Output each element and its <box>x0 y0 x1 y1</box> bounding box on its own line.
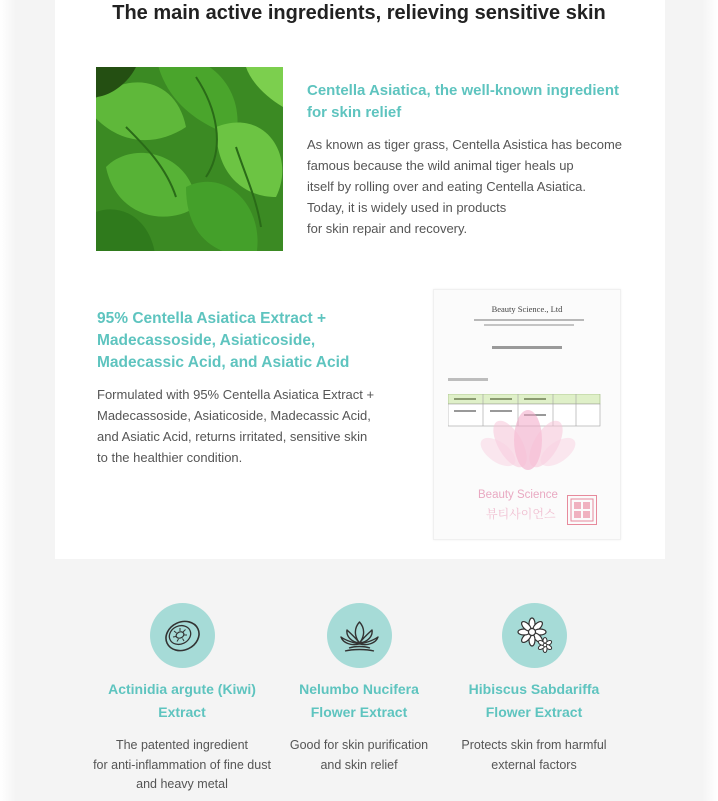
ingredient-desc-line: Good for skin purification <box>289 738 429 752</box>
section-heading: The main active ingredients, relieving sensitive skin <box>112 2 606 24</box>
ingredient-desc-line: Protects skin from harmful <box>461 738 607 752</box>
ingredient-name-line: Hibiscus Sabdariffa <box>468 681 600 697</box>
ingredient-desc-line: external factors <box>491 757 577 772</box>
centella-leaves-image <box>96 67 283 251</box>
page-edge-left <box>0 0 16 801</box>
centella-title: Centella Asiatica, the well-known ingredient for skin relief <box>307 82 620 121</box>
certificate-brand: Beauty Science <box>478 489 558 501</box>
ingredient-name-line: Extract <box>158 704 206 720</box>
certificate-seal <box>567 495 597 525</box>
certificate-product-line <box>448 378 488 382</box>
certificate-company: Beauty Science., Ltd <box>491 304 563 314</box>
certificate-brand-korean: 뷰티사이언스 <box>486 507 556 521</box>
ingredient-name-line: Nelumbo Nucifera <box>299 681 419 697</box>
ingredient-kiwi <box>87 603 277 795</box>
page-edge-right <box>702 0 718 801</box>
ingredient-desc-line: and skin relief <box>320 757 398 772</box>
ingredient-desc-line: and heavy metal <box>136 777 228 791</box>
extract-title: 95% Centella Asiatica Extract + Madecassoside, Asiaticoside, Madecassic Acid, and Asiatic Acid <box>97 310 350 371</box>
certificate-address-lines <box>474 318 584 328</box>
lotus-watermark <box>478 400 578 480</box>
extract-description: Formulated with 95% Centella Asiatica Extract + Madecassoside, Asiaticoside, Madecassic Acid, and Asiatic Acid, returns irritated, sensitive skin to the healthier condition. <box>97 387 375 465</box>
ingredient-desc-line: The patented ingredient <box>115 738 249 752</box>
lotus-icon <box>327 603 392 668</box>
ingredient-hibiscus <box>439 603 629 775</box>
certificate-subject-line <box>492 345 562 351</box>
certificate-image <box>433 289 621 540</box>
ingredient-lotus <box>264 603 454 775</box>
centella-description: As known as tiger grass, Centella Asistica has become famous because the wild animal tiger heals up itself by rolling over and eating Centella Asiatica. Today, it is widely used in products for skin repair and recovery. <box>307 137 623 236</box>
kiwi-icon <box>150 603 215 668</box>
hibiscus-icon <box>502 603 567 668</box>
ingredient-name-line: Actinidia argute (Kiwi) <box>108 681 256 697</box>
ingredient-name-line: Flower Extract <box>310 704 408 720</box>
ingredient-name-line: Flower Extract <box>485 704 583 720</box>
ingredient-desc-line: for anti-inflammation of fine dust <box>93 757 271 772</box>
